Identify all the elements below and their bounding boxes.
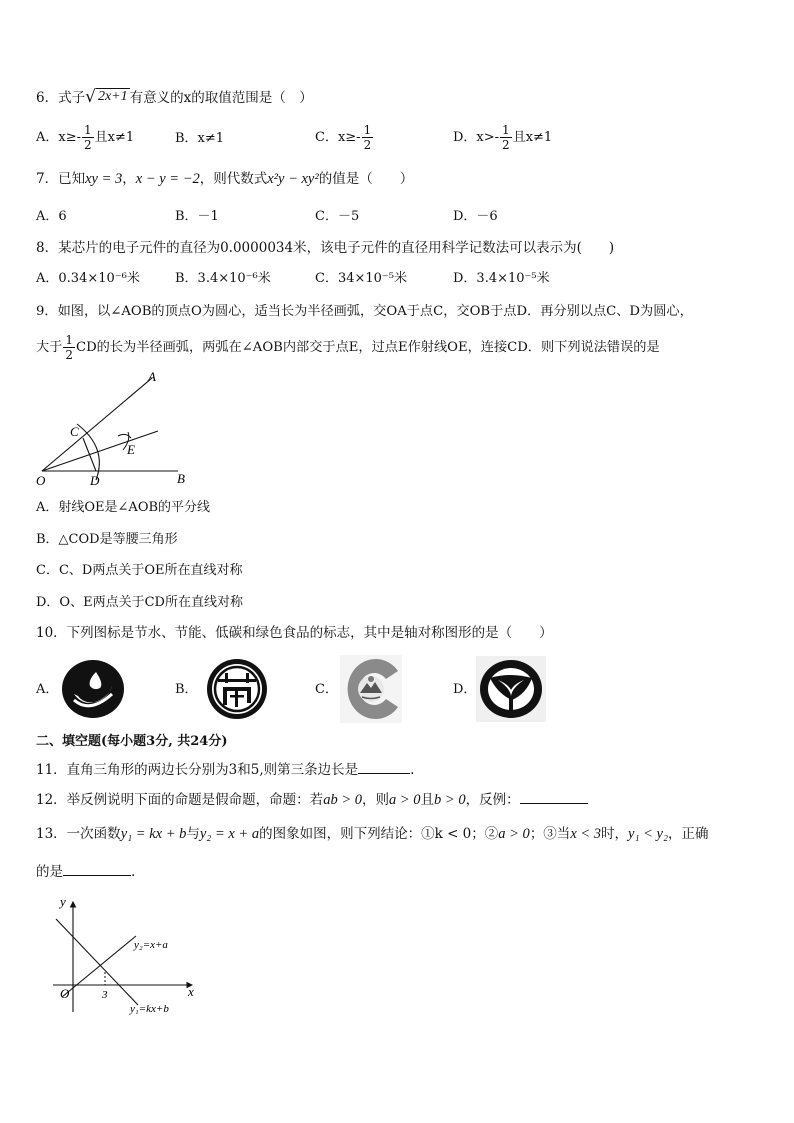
q9-option-d: D．O、E两点关于CD所在直线对称 (36, 595, 243, 610)
q9-option-c: C．C、D两点关于OE所在直线对称 (36, 563, 243, 578)
angle-bisector-figure (30, 368, 200, 490)
energy-saving-icon (204, 657, 270, 721)
q13-stem-line2: 的是 . (36, 864, 136, 880)
tick-label-3: 3 (102, 989, 108, 1001)
q10-label-a: A． (36, 682, 59, 697)
section-title: 二、填空题(每小题3分, 共24分) (36, 734, 228, 749)
ray-oa (42, 378, 152, 471)
answer-blank[interactable] (63, 875, 131, 876)
q9-stem-line2: 大于 $\frac{1}{2}$ CD的长为半径画弧，两弧在∠AOB内部交于点E，过点E作射线OE，连接CD．则下列说法错误的是 (36, 333, 660, 362)
line-label-y1: y₁=kx+b (130, 1003, 169, 1015)
answer-blank[interactable] (520, 803, 588, 804)
q11-stem: 11．直角三角形的两边长分别为3和5,则第三条边长是 . (36, 762, 415, 778)
label-a: A (148, 369, 156, 384)
answer-blank[interactable] (358, 773, 410, 774)
q7-option-c: C．－5 (315, 209, 360, 224)
label-e: E (127, 442, 135, 457)
y-label: y (60, 894, 66, 909)
q8-option-d: D．3.4×10⁻⁵米 (453, 271, 550, 286)
q9-stem-line1: 9．如图，以∠AOB的顶点O为圆心，适当长为半径画弧，交OA于点C，交OB于点D．再分别以点C、D为圆心， (36, 304, 693, 319)
line-label-y2: y₂=x+a (134, 939, 168, 951)
label-o: O (36, 473, 46, 488)
q6-stem: 6．式子 √ 2x+1 有意义的x的取值范围是（ ） (36, 86, 313, 107)
linear-function-graph (48, 892, 208, 1022)
q12-stem: 12．举反例说明下面的命题是假命题，命题：若ab > 0，则a > 0且b > 0，反例： (36, 792, 588, 809)
q9-option-b: B．△COD是等腰三角形 (36, 532, 178, 547)
water-saving-icon (60, 658, 126, 720)
q7-stem: 7．已知xy = 3，x − y = −2，则代数式x²y − xy²的值是（ ） (36, 171, 414, 187)
q13-stem-line1: 13．一次函数y₁ = kx + b与y₂ = x + a的图象如图，则下列结论：①k < 0；②a > 0；③当x < 3时，y₁ < y₂，正确 (36, 826, 709, 842)
q9-option-a: A．射线OE是∠AOB的平分线 (36, 500, 211, 515)
sqrt-radical: √ 2x+1 (85, 86, 128, 107)
q7-option-a: A．6 (36, 209, 67, 224)
ray-oe (42, 431, 158, 471)
green-food-icon (476, 656, 546, 722)
q6-option-b: B．x≠1 (175, 131, 225, 146)
q8-stem: 8．某芯片的电子元件的直径为0.0000034米，该电子元件的直径用科学记数法可以表示为( ) (36, 240, 615, 256)
q6-option-c: C．x≥- $\frac{1}{2}$ (315, 123, 372, 152)
q8-option-a: A．0.34×10⁻⁶米 (36, 271, 140, 286)
q10-label-b: B． (175, 682, 198, 697)
q8-option-c: C．34×10⁻⁵米 (315, 271, 407, 286)
q10-label-c: C． (315, 682, 338, 697)
label-d: D (90, 473, 100, 488)
q6-option-d: D．x>- $\frac{1}{2}$ 且x≠1 (453, 123, 553, 152)
q10-stem: 10．下列图标是节水、节能、低碳和绿色食品的标志，其中是轴对称图形的是（ ） (36, 625, 553, 641)
label-c: C (70, 424, 79, 439)
q8-option-b: B．3.4×10⁻⁶米 (175, 271, 271, 286)
label-b: B (177, 471, 185, 486)
origin-label: O (60, 986, 70, 1001)
x-label: x (188, 984, 194, 999)
q10-label-d: D． (453, 682, 477, 697)
q7-option-b: B．－1 (175, 209, 219, 224)
q7-option-d: D．－6 (453, 209, 498, 224)
low-carbon-icon (340, 655, 402, 723)
q6-option-a: A．x≥- $\frac{1}{2}$ 且x≠1 (36, 123, 135, 152)
